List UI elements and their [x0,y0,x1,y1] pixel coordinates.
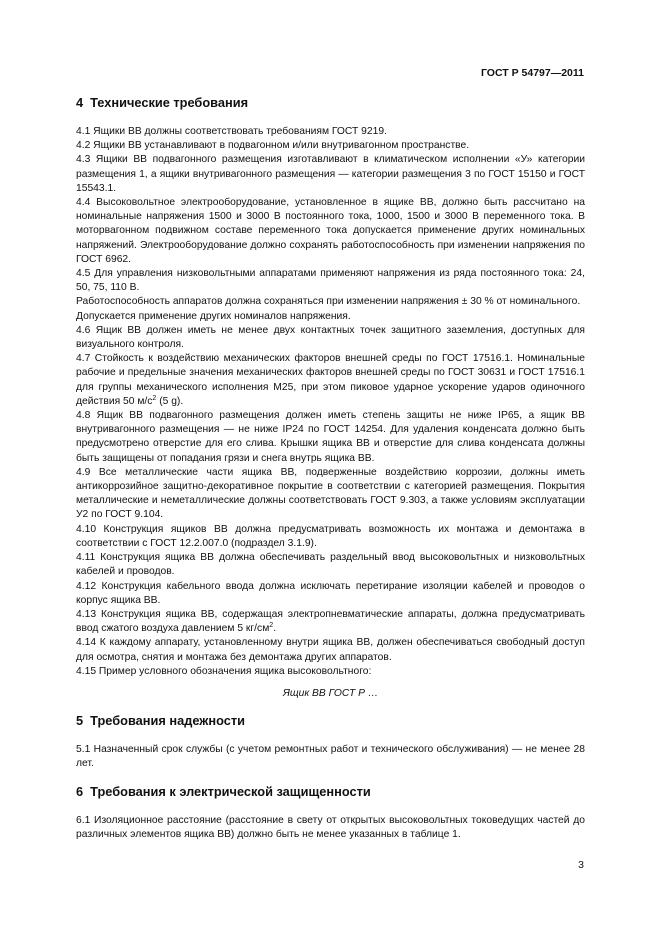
section-title: Технические требования [90,95,249,110]
paragraph-4-9: 4.9 Все металлические части ящика ВВ, подверженные воздействию коррозии, должны иметь антикоррозийное защитно-декоративное покрытие в соответствии с категорией размещения. Покрытия металлические и неметаллические должны соответствовать ГОСТ 9.303, а также условиям эксплуатации У2 по ГОСТ 9.104. [76,466,585,521]
paragraph-4-12: 4.12 Конструкция кабельного ввода должна исключать перетирание изоляции кабелей и проводов о корпус ящика ВВ. [76,580,585,606]
paragraph-4-1: 4.1 Ящики ВВ должны соответствовать требованиям ГОСТ 9219. [76,126,387,137]
paragraph-4-13-tail: . [273,623,277,635]
paragraph-4-3: 4.3 Ящики ВВ подвагонного размещения изготавливают в климатическом исполнении «У» категории размещения 1, а ящики внутривагонного размещения — категории размещения 3 по ГОСТ 15150 и ГОСТ 15543.1. [76,154,585,194]
paragraph-4-2: 4.2 Ящики ВВ устанавливают в подвагонном и/или внутривагонном пространстве. [76,140,470,152]
paragraph-5-1: 5.1 Назначенный срок службы (с учетом ремонтных работ и технического обслуживания) — не менее 28 лет. [76,744,585,770]
paragraph-4-13-text: 4.13 Конструкция ящика ВВ, содержащая электропневматические аппараты, должна предусматривать ввод сжатого воздуха давлением 5 кг/см [76,608,585,635]
section-number: 5 [76,713,84,729]
paragraph-4-7 [76,352,585,409]
section-number: 4 [76,95,84,110]
paragraph-4-14: 4.14 К каждому аппарату, установленному внутри ящика ВВ, должен обеспечиваться свободный доступ для осмотра, снятия и монтажа без демонтажа других аппаратов. [76,637,585,663]
section-4-heading [76,95,585,111]
paragraph-4-5: 4.5 Для управления низковольтными аппаратами применяют напряжения из ряда постоянного тока: 24, 50, 75, 110 В. [76,268,585,294]
superscript: 2 [269,622,274,630]
paragraph-4-7-text: 4.7 Стойкость к воздействию механических факторов внешней среды по ГОСТ 17516.1. Номинальные рабочие и предельные значения механических факторов внешней среды по ГОСТ 30631 и ГОСТ 17516.1 для группы механического исполнения М25, при этом пиковое ударное ускорение ударов одиночного действия 50 м/с [76,353,585,407]
paragraph-4-5-other: Допускается применение других номиналов напряжения. [76,310,351,322]
paragraph-4-15: 4.15 Пример условного обозначения ящика высоковольтного: [76,665,372,677]
paragraph-4-7-tail: (5 g). [156,395,184,407]
paragraph-4-4: 4.4 Высоковольтное электрооборудование, установленное в ящике ВВ, должно быть рассчитано на номинальные напряжения 1500 и 3000 В постоянного тока, 1000, 1500 и 3000 В переменного тока. В моторвагонном подвижном составе переменного тока допускается применение других номинальных напряжений. Электрооборудование должно сохранять работоспособность при изменении напряжения по ГОСТ 6962. [76,197,585,265]
section-title: Требования к электрической защищенности [90,783,371,799]
designation-example: Ящик ВВ ГОСТ Р … [282,687,379,699]
superscript: 2 [152,394,157,402]
paragraph-4-11: 4.11 Конструкция ящика ВВ должна обеспечивать раздельный ввод высоковольтных и низковольтных кабелей и проводов. [76,552,585,578]
page-content [76,95,585,842]
paragraph-4-5-operability: Работоспособность аппаратов должна сохраняться при изменении напряжения ± 30 % от номинального. [76,296,581,308]
paragraph-4-6: 4.6 Ящик ВВ должен иметь не менее двух контактных точек защитного заземления, доступных для визуального контроля. [76,324,585,351]
paragraph-4-10: 4.10 Конструкция ящиков ВВ должна предусматривать возможность их монтажа и демонтажа в соответствии с ГОСТ 12.2.007.0 (подраздел 3.1.9). [76,523,585,549]
section-6-heading [76,784,585,800]
standard-header: ГОСТ Р 54797—2011 [480,67,584,79]
section-5-heading [76,713,585,729]
paragraph-4-13 [76,608,585,636]
page-number: 3 [578,859,584,871]
paragraph-6-1: 6.1 Изоляционное расстояние (расстояние в свету от открытых высоковольтных токоведущих частей до различных элементов ящика ВВ) должно быть не менее указанных в таблице 1. [76,814,585,840]
section-title: Требования надежности [90,713,245,729]
paragraph-4-8: 4.8 Ящик ВВ подвагонного размещения должен иметь степень защиты не ниже IP65, а ящик ВВ внутривагонного размещения — не ниже IP24 по ГОСТ 14254. Для удаления конденсата должно быть предусмотрено отверстие для его слива. Крышки ящика ВВ и отверстие для слива конденсата должны быть защищены от попадания грязи и снега внутрь ящика ВВ. [76,410,585,464]
section-number: 6 [76,783,84,799]
